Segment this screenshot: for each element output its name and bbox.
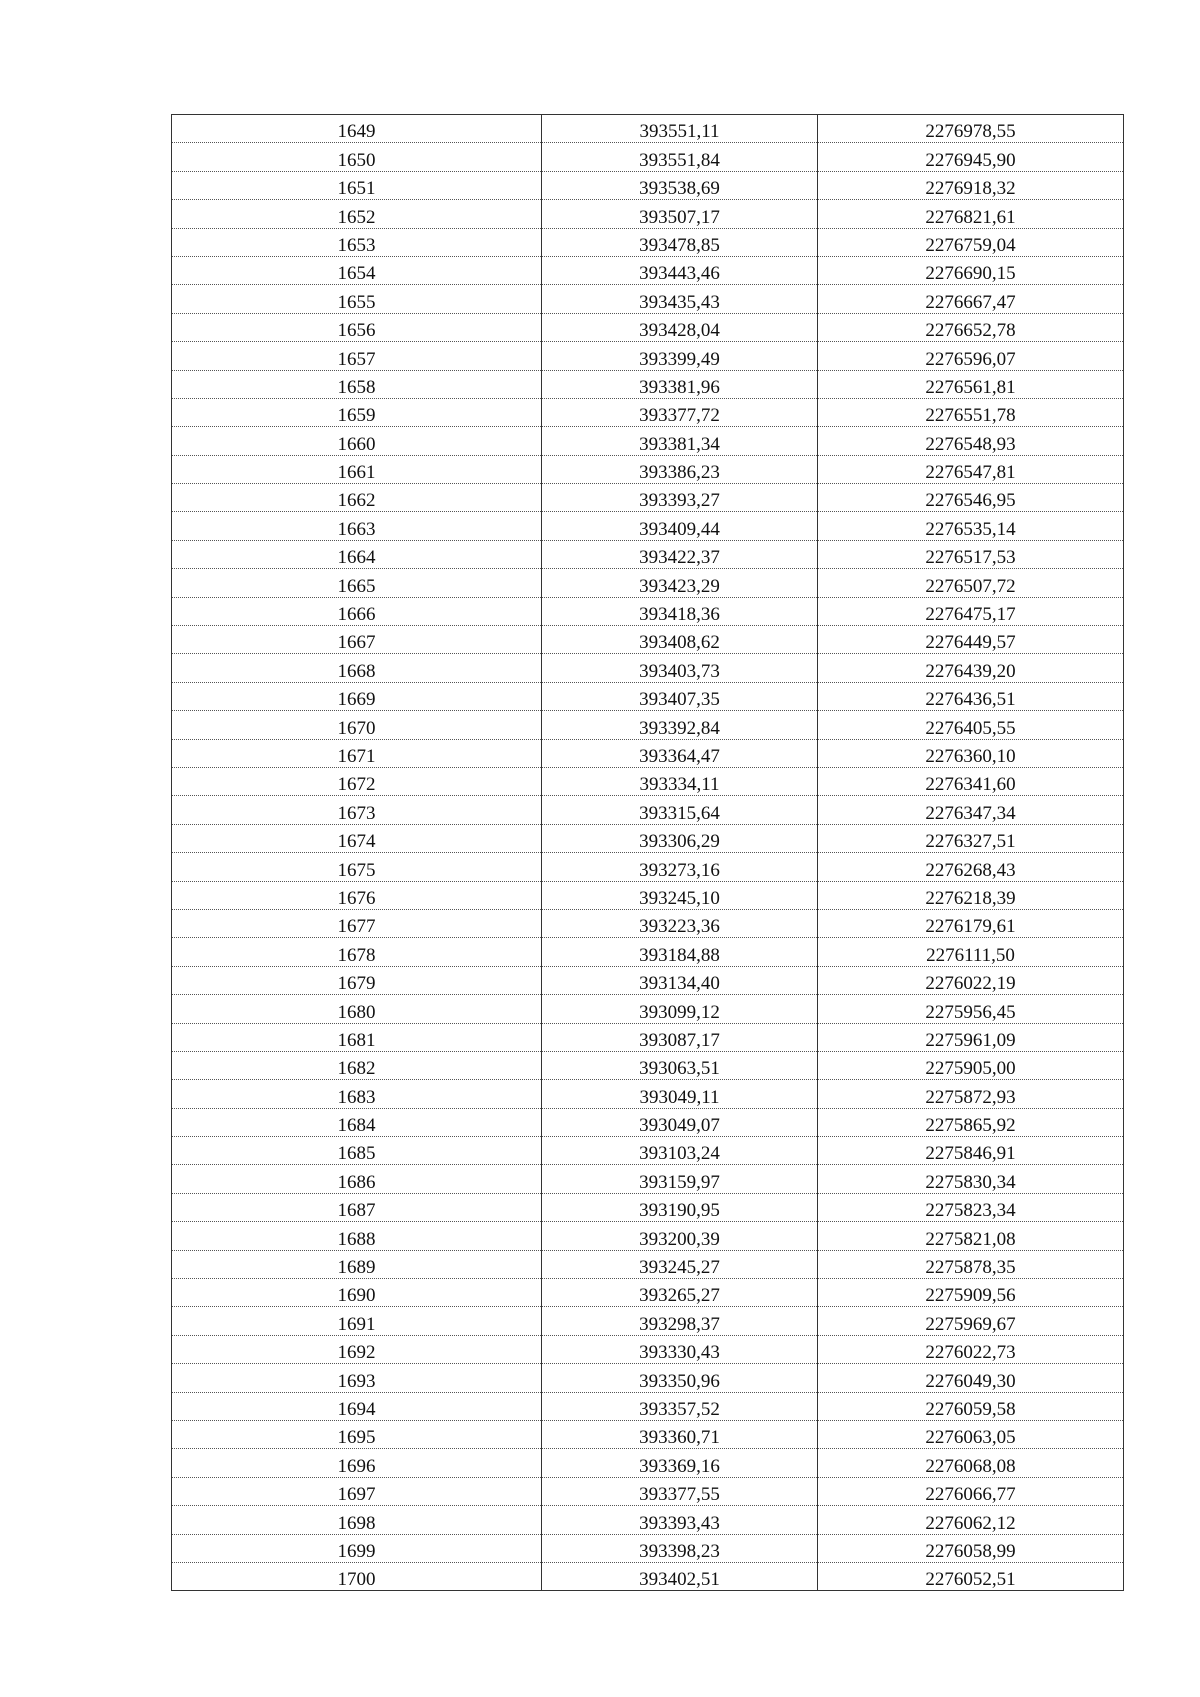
table-row bbox=[172, 1335, 1124, 1363]
point-number-cell: 1697 bbox=[172, 1477, 542, 1505]
x-coordinate-cell: 393364,47 bbox=[542, 739, 818, 767]
x-coordinate-cell: 393330,43 bbox=[542, 1335, 818, 1363]
x-coordinate-cell: 393334,11 bbox=[542, 767, 818, 795]
point-number-cell: 1659 bbox=[172, 398, 542, 426]
x-coordinate-cell: 393409,44 bbox=[542, 512, 818, 540]
point-number-cell: 1677 bbox=[172, 909, 542, 937]
table-row bbox=[172, 1279, 1124, 1307]
x-coordinate-cell: 393392,84 bbox=[542, 711, 818, 739]
table-row bbox=[172, 1307, 1124, 1335]
point-number-cell: 1690 bbox=[172, 1279, 542, 1307]
y-coordinate-cell: 2276945,90 bbox=[818, 143, 1124, 171]
x-coordinate-cell: 393377,72 bbox=[542, 398, 818, 426]
table-row bbox=[172, 1420, 1124, 1448]
y-coordinate-cell: 2275956,45 bbox=[818, 995, 1124, 1023]
y-coordinate-cell: 2276111,50 bbox=[818, 938, 1124, 966]
table-row bbox=[172, 313, 1124, 341]
y-coordinate-cell: 2276062,12 bbox=[818, 1506, 1124, 1534]
point-number-cell: 1670 bbox=[172, 711, 542, 739]
table-row bbox=[172, 455, 1124, 483]
table-row bbox=[172, 767, 1124, 795]
table-row bbox=[172, 1506, 1124, 1534]
point-number-cell: 1672 bbox=[172, 767, 542, 795]
x-coordinate-cell: 393099,12 bbox=[542, 995, 818, 1023]
table-row bbox=[172, 1534, 1124, 1562]
y-coordinate-cell: 2275961,09 bbox=[818, 1023, 1124, 1051]
y-coordinate-cell: 2276341,60 bbox=[818, 767, 1124, 795]
point-number-cell: 1668 bbox=[172, 654, 542, 682]
x-coordinate-cell: 393407,35 bbox=[542, 682, 818, 710]
point-number-cell: 1663 bbox=[172, 512, 542, 540]
y-coordinate-cell: 2276052,51 bbox=[818, 1562, 1124, 1590]
point-number-cell: 1678 bbox=[172, 938, 542, 966]
x-coordinate-cell: 393507,17 bbox=[542, 200, 818, 228]
y-coordinate-cell: 2275821,08 bbox=[818, 1222, 1124, 1250]
x-coordinate-cell: 393386,23 bbox=[542, 455, 818, 483]
x-coordinate-cell: 393393,43 bbox=[542, 1506, 818, 1534]
table-row bbox=[172, 285, 1124, 313]
y-coordinate-cell: 2276063,05 bbox=[818, 1420, 1124, 1448]
point-number-cell: 1673 bbox=[172, 796, 542, 824]
y-coordinate-cell: 2276667,47 bbox=[818, 285, 1124, 313]
y-coordinate-cell: 2275909,56 bbox=[818, 1279, 1124, 1307]
x-coordinate-cell: 393298,37 bbox=[542, 1307, 818, 1335]
point-number-cell: 1688 bbox=[172, 1222, 542, 1250]
y-coordinate-cell: 2276439,20 bbox=[818, 654, 1124, 682]
x-coordinate-cell: 393403,73 bbox=[542, 654, 818, 682]
x-coordinate-cell: 393049,07 bbox=[542, 1108, 818, 1136]
point-number-cell: 1687 bbox=[172, 1193, 542, 1221]
point-number-cell: 1681 bbox=[172, 1023, 542, 1051]
x-coordinate-cell: 393478,85 bbox=[542, 228, 818, 256]
y-coordinate-cell: 2275823,34 bbox=[818, 1193, 1124, 1221]
y-coordinate-cell: 2276690,15 bbox=[818, 256, 1124, 284]
point-number-cell: 1660 bbox=[172, 427, 542, 455]
table-row bbox=[172, 626, 1124, 654]
y-coordinate-cell: 2276218,39 bbox=[818, 881, 1124, 909]
x-coordinate-cell: 393087,17 bbox=[542, 1023, 818, 1051]
table-row bbox=[172, 398, 1124, 426]
point-number-cell: 1692 bbox=[172, 1335, 542, 1363]
y-coordinate-cell: 2276517,53 bbox=[818, 540, 1124, 568]
y-coordinate-cell: 2276759,04 bbox=[818, 228, 1124, 256]
x-coordinate-cell: 393428,04 bbox=[542, 313, 818, 341]
table-row bbox=[172, 938, 1124, 966]
point-number-cell: 1650 bbox=[172, 143, 542, 171]
y-coordinate-cell: 2276546,95 bbox=[818, 484, 1124, 512]
point-number-cell: 1671 bbox=[172, 739, 542, 767]
y-coordinate-cell: 2276049,30 bbox=[818, 1364, 1124, 1392]
point-number-cell: 1649 bbox=[172, 115, 542, 143]
y-coordinate-cell: 2276535,14 bbox=[818, 512, 1124, 540]
y-coordinate-cell: 2275830,34 bbox=[818, 1165, 1124, 1193]
point-number-cell: 1664 bbox=[172, 540, 542, 568]
y-coordinate-cell: 2275872,93 bbox=[818, 1080, 1124, 1108]
y-coordinate-cell: 2276179,61 bbox=[818, 909, 1124, 937]
x-coordinate-cell: 393402,51 bbox=[542, 1562, 818, 1590]
x-coordinate-cell: 393393,27 bbox=[542, 484, 818, 512]
y-coordinate-cell: 2276022,73 bbox=[818, 1335, 1124, 1363]
x-coordinate-cell: 393551,84 bbox=[542, 143, 818, 171]
table-row bbox=[172, 143, 1124, 171]
table-row bbox=[172, 1477, 1124, 1505]
x-coordinate-cell: 393381,34 bbox=[542, 427, 818, 455]
x-coordinate-cell: 393265,27 bbox=[542, 1279, 818, 1307]
y-coordinate-cell: 2276551,78 bbox=[818, 398, 1124, 426]
table-row bbox=[172, 370, 1124, 398]
x-coordinate-cell: 393184,88 bbox=[542, 938, 818, 966]
x-coordinate-cell: 393435,43 bbox=[542, 285, 818, 313]
table-row bbox=[172, 1165, 1124, 1193]
x-coordinate-cell: 393538,69 bbox=[542, 171, 818, 199]
y-coordinate-cell: 2275865,92 bbox=[818, 1108, 1124, 1136]
point-number-cell: 1654 bbox=[172, 256, 542, 284]
y-coordinate-cell: 2276405,55 bbox=[818, 711, 1124, 739]
point-number-cell: 1689 bbox=[172, 1250, 542, 1278]
x-coordinate-cell: 393159,97 bbox=[542, 1165, 818, 1193]
point-number-cell: 1675 bbox=[172, 853, 542, 881]
point-number-cell: 1696 bbox=[172, 1449, 542, 1477]
x-coordinate-cell: 393398,23 bbox=[542, 1534, 818, 1562]
table-row bbox=[172, 711, 1124, 739]
table-row bbox=[172, 739, 1124, 767]
y-coordinate-cell: 2276360,10 bbox=[818, 739, 1124, 767]
point-number-cell: 1694 bbox=[172, 1392, 542, 1420]
point-number-cell: 1655 bbox=[172, 285, 542, 313]
y-coordinate-cell: 2276327,51 bbox=[818, 824, 1124, 852]
x-coordinate-cell: 393245,27 bbox=[542, 1250, 818, 1278]
y-coordinate-cell: 2276059,58 bbox=[818, 1392, 1124, 1420]
table-row bbox=[172, 1449, 1124, 1477]
table-row bbox=[172, 597, 1124, 625]
y-coordinate-cell: 2275905,00 bbox=[818, 1051, 1124, 1079]
table-row bbox=[172, 796, 1124, 824]
table-row bbox=[172, 115, 1124, 143]
point-number-cell: 1693 bbox=[172, 1364, 542, 1392]
point-number-cell: 1653 bbox=[172, 228, 542, 256]
y-coordinate-cell: 2275878,35 bbox=[818, 1250, 1124, 1278]
point-number-cell: 1661 bbox=[172, 455, 542, 483]
table-row bbox=[172, 1250, 1124, 1278]
table-row bbox=[172, 824, 1124, 852]
table-row bbox=[172, 682, 1124, 710]
x-coordinate-cell: 393103,24 bbox=[542, 1137, 818, 1165]
point-number-cell: 1656 bbox=[172, 313, 542, 341]
y-coordinate-cell: 2276547,81 bbox=[818, 455, 1124, 483]
table-row bbox=[172, 1364, 1124, 1392]
x-coordinate-cell: 393063,51 bbox=[542, 1051, 818, 1079]
y-coordinate-cell: 2276475,17 bbox=[818, 597, 1124, 625]
table-row bbox=[172, 1108, 1124, 1136]
table-row bbox=[172, 200, 1124, 228]
y-coordinate-cell: 2276978,55 bbox=[818, 115, 1124, 143]
table-row bbox=[172, 654, 1124, 682]
point-number-cell: 1700 bbox=[172, 1562, 542, 1590]
y-coordinate-cell: 2276268,43 bbox=[818, 853, 1124, 881]
x-coordinate-cell: 393245,10 bbox=[542, 881, 818, 909]
point-number-cell: 1665 bbox=[172, 569, 542, 597]
point-number-cell: 1698 bbox=[172, 1506, 542, 1534]
x-coordinate-cell: 393381,96 bbox=[542, 370, 818, 398]
point-number-cell: 1652 bbox=[172, 200, 542, 228]
point-number-cell: 1679 bbox=[172, 966, 542, 994]
x-coordinate-cell: 393190,95 bbox=[542, 1193, 818, 1221]
table-row bbox=[172, 1222, 1124, 1250]
point-number-cell: 1684 bbox=[172, 1108, 542, 1136]
x-coordinate-cell: 393223,36 bbox=[542, 909, 818, 937]
y-coordinate-cell: 2276058,99 bbox=[818, 1534, 1124, 1562]
y-coordinate-cell: 2276066,77 bbox=[818, 1477, 1124, 1505]
point-number-cell: 1686 bbox=[172, 1165, 542, 1193]
point-number-cell: 1680 bbox=[172, 995, 542, 1023]
x-coordinate-cell: 393200,39 bbox=[542, 1222, 818, 1250]
point-number-cell: 1682 bbox=[172, 1051, 542, 1079]
x-coordinate-cell: 393418,36 bbox=[542, 597, 818, 625]
x-coordinate-cell: 393377,55 bbox=[542, 1477, 818, 1505]
y-coordinate-cell: 2276561,81 bbox=[818, 370, 1124, 398]
point-number-cell: 1658 bbox=[172, 370, 542, 398]
point-number-cell: 1667 bbox=[172, 626, 542, 654]
table-row bbox=[172, 171, 1124, 199]
y-coordinate-cell: 2275846,91 bbox=[818, 1137, 1124, 1165]
y-coordinate-cell: 2276449,57 bbox=[818, 626, 1124, 654]
x-coordinate-cell: 393443,46 bbox=[542, 256, 818, 284]
point-number-cell: 1676 bbox=[172, 881, 542, 909]
table-row bbox=[172, 228, 1124, 256]
x-coordinate-cell: 393049,11 bbox=[542, 1080, 818, 1108]
coordinates-table-body bbox=[172, 115, 1124, 1591]
point-number-cell: 1683 bbox=[172, 1080, 542, 1108]
x-coordinate-cell: 393399,49 bbox=[542, 342, 818, 370]
y-coordinate-cell: 2275969,67 bbox=[818, 1307, 1124, 1335]
x-coordinate-cell: 393408,62 bbox=[542, 626, 818, 654]
table-row bbox=[172, 966, 1124, 994]
x-coordinate-cell: 393315,64 bbox=[542, 796, 818, 824]
table-row bbox=[172, 569, 1124, 597]
point-number-cell: 1699 bbox=[172, 1534, 542, 1562]
y-coordinate-cell: 2276596,07 bbox=[818, 342, 1124, 370]
table-row bbox=[172, 256, 1124, 284]
y-coordinate-cell: 2276436,51 bbox=[818, 682, 1124, 710]
y-coordinate-cell: 2276068,08 bbox=[818, 1449, 1124, 1477]
point-number-cell: 1651 bbox=[172, 171, 542, 199]
x-coordinate-cell: 393306,29 bbox=[542, 824, 818, 852]
x-coordinate-cell: 393423,29 bbox=[542, 569, 818, 597]
table-row bbox=[172, 427, 1124, 455]
x-coordinate-cell: 393551,11 bbox=[542, 115, 818, 143]
point-number-cell: 1662 bbox=[172, 484, 542, 512]
x-coordinate-cell: 393134,40 bbox=[542, 966, 818, 994]
point-number-cell: 1695 bbox=[172, 1420, 542, 1448]
x-coordinate-cell: 393422,37 bbox=[542, 540, 818, 568]
table-row bbox=[172, 1023, 1124, 1051]
x-coordinate-cell: 393360,71 bbox=[542, 1420, 818, 1448]
table-row bbox=[172, 1562, 1124, 1590]
point-number-cell: 1669 bbox=[172, 682, 542, 710]
point-number-cell: 1666 bbox=[172, 597, 542, 625]
y-coordinate-cell: 2276347,34 bbox=[818, 796, 1124, 824]
table-row bbox=[172, 342, 1124, 370]
table-row bbox=[172, 540, 1124, 568]
table-row bbox=[172, 909, 1124, 937]
table-row bbox=[172, 1051, 1124, 1079]
x-coordinate-cell: 393357,52 bbox=[542, 1392, 818, 1420]
table-row bbox=[172, 512, 1124, 540]
table-row bbox=[172, 1137, 1124, 1165]
y-coordinate-cell: 2276548,93 bbox=[818, 427, 1124, 455]
table-row bbox=[172, 853, 1124, 881]
point-number-cell: 1674 bbox=[172, 824, 542, 852]
point-number-cell: 1685 bbox=[172, 1137, 542, 1165]
y-coordinate-cell: 2276652,78 bbox=[818, 313, 1124, 341]
table-row bbox=[172, 1392, 1124, 1420]
y-coordinate-cell: 2276821,61 bbox=[818, 200, 1124, 228]
coordinates-table bbox=[171, 114, 1124, 1591]
x-coordinate-cell: 393273,16 bbox=[542, 853, 818, 881]
x-coordinate-cell: 393369,16 bbox=[542, 1449, 818, 1477]
table-row bbox=[172, 881, 1124, 909]
table-row bbox=[172, 1193, 1124, 1221]
x-coordinate-cell: 393350,96 bbox=[542, 1364, 818, 1392]
y-coordinate-cell: 2276918,32 bbox=[818, 171, 1124, 199]
point-number-cell: 1691 bbox=[172, 1307, 542, 1335]
table-row bbox=[172, 1080, 1124, 1108]
y-coordinate-cell: 2276507,72 bbox=[818, 569, 1124, 597]
table-row bbox=[172, 484, 1124, 512]
point-number-cell: 1657 bbox=[172, 342, 542, 370]
y-coordinate-cell: 2276022,19 bbox=[818, 966, 1124, 994]
table-row bbox=[172, 995, 1124, 1023]
